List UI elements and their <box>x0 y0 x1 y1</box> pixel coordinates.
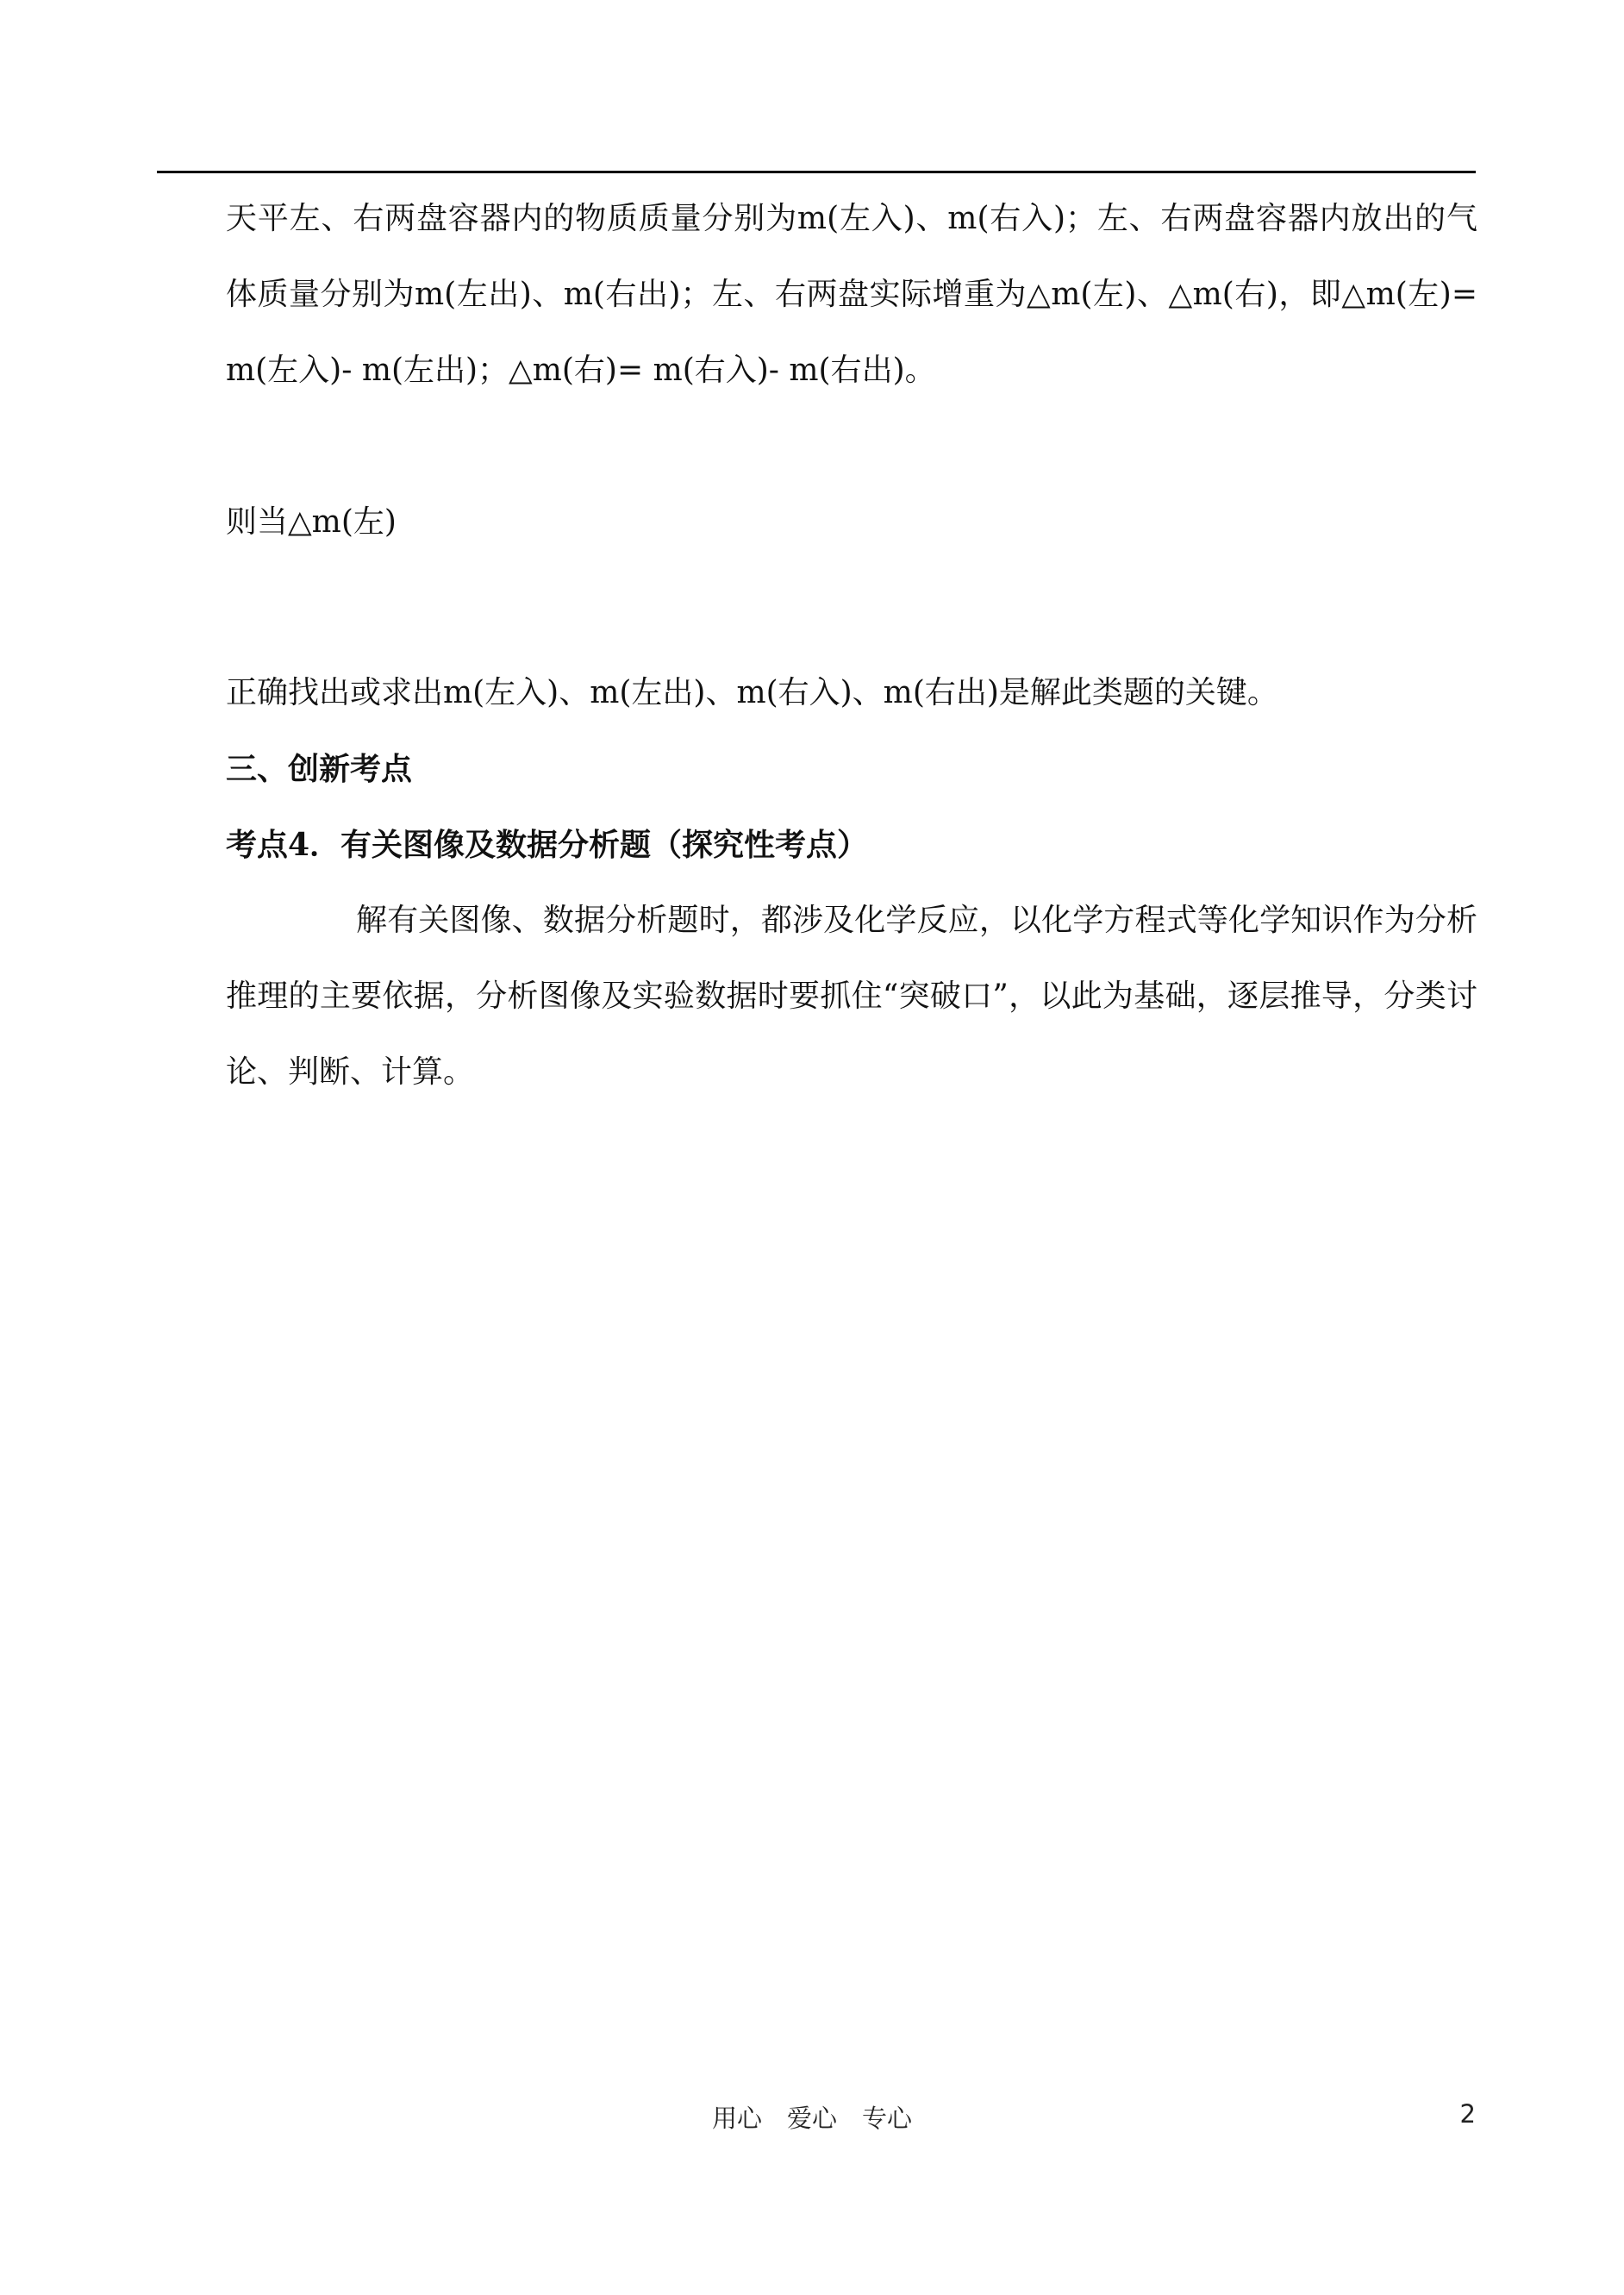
page-number: 2 <box>1459 2099 1476 2129</box>
document-body <box>226 181 1477 1110</box>
footer-motto: 用心 爱心 专心 <box>711 2104 912 2133</box>
paragraph-mass-definitions: 天平左、右两盘容器内的物质质量分别为m(左入)、m(右入)；左、右两盘容器内放出的气体质量分别为m(左出)、m(右出)；左、右两盘实际增重为△m(左)、△m(右)，即△m(左)= m(左入)- m(左出)；△m(右)= m(右入)- m(右出)。 <box>226 201 1477 388</box>
paragraph-condition: 则当△m(左) <box>226 504 397 540</box>
paragraph-key-point: 正确找出或求出m(左入)、m(左出)、m(右入)、m(右出)是解此类题的关键。 <box>226 675 1278 710</box>
topic-heading-4: 考点4．有关图像及数据分析题（探究性考点） <box>226 827 869 863</box>
paragraph-analysis-method: 解有关图像、数据分析题时，都涉及化学反应，以化学方程式等化学知识作为分析推理的主要依据，分析图像及实验数据时要抓住“突破口”，以此为基础，逐层推导，分类讨论、判断、计算。 <box>226 903 1477 1090</box>
section-heading-innovation: 三、创新考点 <box>226 751 413 787</box>
header-rule <box>157 171 1476 173</box>
